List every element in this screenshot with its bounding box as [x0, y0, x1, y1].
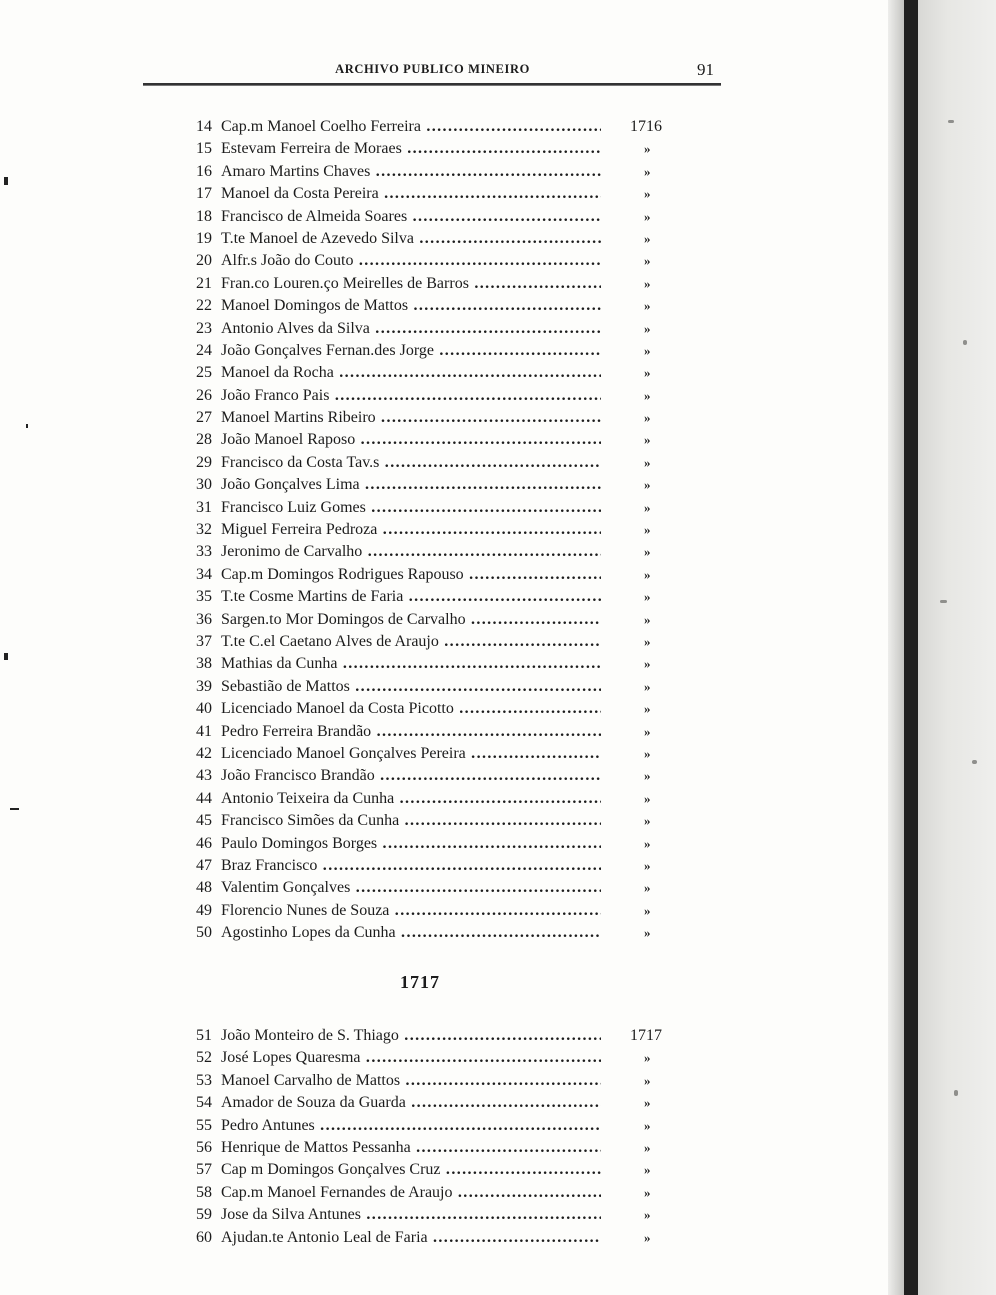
entry-text	[196, 206, 601, 228]
entry-name: Manoel Domingos de Mattos	[221, 297, 409, 315]
ditto-mark: »	[644, 1095, 651, 1111]
entry-text	[196, 1227, 601, 1249]
entry-number: 33	[196, 543, 212, 561]
entry-number: 20	[196, 252, 212, 270]
entry-number: 34	[196, 565, 212, 583]
entry-text	[196, 1070, 601, 1092]
entry-text	[196, 676, 601, 698]
binding-shadow	[904, 0, 918, 1295]
ditto-mark: »	[644, 790, 651, 806]
entry-text	[196, 250, 601, 272]
list-item	[196, 295, 666, 317]
entry-text	[196, 1204, 601, 1226]
scan-speck	[948, 120, 954, 123]
entry-name: T.te Manoel de Azevedo Silva	[221, 229, 414, 247]
ditto-mark: »	[644, 835, 651, 851]
list-item	[196, 138, 666, 160]
entry-text	[196, 743, 601, 765]
entry-name: Henrique de Mattos Pessanha	[221, 1138, 411, 1156]
ditto-mark: »	[644, 186, 651, 202]
entry-number: 44	[196, 789, 212, 807]
ditto-mark: »	[644, 925, 651, 941]
ditto-mark: »	[644, 1229, 651, 1245]
entry-name: Miguel Ferreira Pedroza	[221, 521, 378, 539]
list-item	[196, 206, 666, 228]
list-item	[196, 161, 666, 183]
list-item	[196, 765, 666, 787]
entry-name: Antonio Teixeira da Cunha	[221, 789, 395, 807]
entry-text	[196, 407, 601, 429]
entry-name: Licenciado Manoel Gonçalves Pereira	[221, 744, 466, 762]
entry-text	[196, 519, 601, 541]
list-item	[196, 116, 666, 138]
entry-number: 19	[196, 229, 212, 247]
entry-text	[196, 228, 601, 250]
entry-text	[196, 788, 601, 810]
entry-text	[196, 340, 601, 362]
entry-text	[196, 833, 601, 855]
list-item	[196, 1092, 666, 1114]
entry-number: 39	[196, 677, 212, 695]
header-rule	[143, 83, 721, 86]
ditto-mark: »	[644, 1050, 651, 1066]
running-title: ARCHIVO PUBLICO MINEIRO	[335, 62, 530, 76]
list-item	[196, 833, 666, 855]
scan-speck	[963, 340, 967, 345]
list-item	[196, 385, 666, 407]
scan-speck	[972, 760, 977, 764]
ditto-mark: »	[644, 745, 651, 761]
ditto-mark: »	[644, 230, 651, 246]
list-item	[196, 1047, 666, 1069]
entry-text	[196, 1182, 601, 1204]
list-item	[196, 743, 666, 765]
ditto-mark: »	[644, 902, 651, 918]
entry-number: 38	[196, 655, 212, 673]
entry-number: 29	[196, 453, 212, 471]
entry-name: Jeronimo de Carvalho	[221, 543, 363, 561]
entry-number: 57	[196, 1161, 212, 1179]
ditto-mark: »	[644, 656, 651, 672]
entry-number: 58	[196, 1183, 212, 1201]
entry-text	[196, 138, 601, 160]
entry-text	[196, 273, 601, 295]
list-item	[196, 676, 666, 698]
entry-number: 43	[196, 767, 212, 785]
ditto-mark: »	[644, 253, 651, 269]
entry-text	[196, 474, 601, 496]
entry-number: 15	[196, 140, 212, 158]
list-item	[196, 407, 666, 429]
entry-name: Manoel Martins Ribeiro	[221, 409, 376, 427]
entry-text	[196, 631, 601, 653]
list-item	[196, 452, 666, 474]
entry-text	[196, 698, 601, 720]
entry-name: Francisco Luiz Gomes	[221, 498, 366, 516]
entry-number: 59	[196, 1206, 212, 1224]
entry-name: José Lopes Quaresma	[221, 1049, 361, 1067]
list-item	[196, 1159, 666, 1181]
ditto-mark: »	[644, 813, 651, 829]
list-item	[196, 1204, 666, 1226]
ditto-mark: »	[644, 208, 651, 224]
list-item	[196, 362, 666, 384]
entry-list-1716	[196, 116, 666, 944]
list-item	[196, 519, 666, 541]
entry-text	[196, 183, 601, 205]
entry-name: João Franco Pais	[221, 386, 330, 404]
entry-name: João Gonçalves Fernan.des Jorge	[221, 341, 434, 359]
entry-number: 35	[196, 588, 212, 606]
entry-number: 21	[196, 274, 212, 292]
margin-mark	[4, 653, 8, 660]
ditto-mark: »	[644, 678, 651, 694]
list-item	[196, 183, 666, 205]
margin-mark	[26, 424, 28, 428]
list-item	[196, 609, 666, 631]
list-item	[196, 922, 666, 944]
entry-name: João Monteiro de S. Thiago	[221, 1027, 399, 1044]
ditto-mark: »	[644, 298, 651, 314]
entry-name: Francisco da Costa Tav.s	[221, 453, 380, 471]
entry-name: T.te Cosme Martins de Faria	[221, 588, 404, 606]
entry-text	[196, 1025, 601, 1047]
entry-text	[196, 1115, 601, 1137]
entry-text	[196, 295, 601, 317]
list-item	[196, 631, 666, 653]
entry-name: T.te C.el Caetano Alves de Araujo	[221, 632, 439, 650]
entry-name: João Gonçalves Lima	[221, 476, 360, 494]
entry-name: Cap m Domingos Gonçalves Cruz	[221, 1161, 441, 1179]
ditto-mark: »	[644, 880, 651, 896]
list-item	[196, 788, 666, 810]
entry-name: Sargen.to Mor Domingos de Carvalho	[221, 610, 466, 628]
page-number: 91	[697, 60, 714, 79]
entry-name: Amador de Souza da Guarda	[221, 1094, 406, 1112]
ditto-mark: »	[644, 1184, 651, 1200]
entry-text	[196, 922, 601, 944]
entry-number: 14	[196, 118, 212, 135]
entry-name: Licenciado Manoel da Costa Picotto	[221, 700, 454, 718]
list-item	[196, 340, 666, 362]
entry-number: 16	[196, 162, 212, 180]
list-item	[196, 810, 666, 832]
entry-name: Manoel da Costa Pereira	[221, 185, 379, 203]
ditto-mark: »	[644, 589, 651, 605]
entry-name: João Manoel Raposo	[221, 431, 356, 449]
entry-name: João Francisco Brandão	[221, 767, 375, 785]
entry-number: 32	[196, 521, 212, 539]
entry-number: 50	[196, 924, 212, 942]
entry-name: Manoel Carvalho de Mattos	[221, 1071, 401, 1089]
ditto-mark: »	[644, 611, 651, 627]
ditto-mark: »	[644, 477, 651, 493]
ditto-mark: »	[644, 566, 651, 582]
entry-number: 55	[196, 1116, 212, 1134]
entry-text	[196, 452, 601, 474]
scan-speck	[954, 1090, 958, 1096]
list-item	[196, 273, 666, 295]
entry-number: 25	[196, 364, 212, 382]
ditto-mark: »	[644, 633, 651, 649]
ditto-mark: »	[644, 454, 651, 470]
entry-text	[196, 564, 601, 586]
scan-speck	[940, 600, 947, 603]
entry-name: Cap.m Domingos Rodrigues Rapouso	[221, 565, 464, 583]
entry-name: Paulo Domingos Borges	[221, 834, 378, 852]
list-item	[196, 1025, 666, 1047]
list-item	[196, 1115, 666, 1137]
entry-number: 52	[196, 1049, 212, 1067]
entry-text	[196, 362, 601, 384]
entry-text	[196, 609, 601, 631]
entry-name: Mathias da Cunha	[221, 655, 338, 673]
ditto-mark: »	[644, 701, 651, 717]
ditto-mark: »	[644, 410, 651, 426]
ditto-mark: »	[644, 1207, 651, 1223]
entry-name: Sebastião de Mattos	[221, 677, 350, 695]
entry-number: 53	[196, 1071, 212, 1089]
entry-year: 1716	[630, 118, 662, 135]
ditto-mark: »	[644, 387, 651, 403]
list-item	[196, 497, 666, 519]
entry-number: 49	[196, 901, 212, 919]
list-item	[196, 586, 666, 608]
entry-number: 17	[196, 185, 212, 203]
ditto-mark: »	[644, 1117, 651, 1133]
entry-number: 28	[196, 431, 212, 449]
entry-text	[196, 586, 601, 608]
entry-text	[196, 318, 601, 340]
entry-text	[196, 721, 601, 743]
entry-text	[196, 653, 601, 675]
entry-number: 42	[196, 744, 212, 762]
entry-name: Pedro Ferreira Brandão	[221, 722, 372, 740]
entry-name: Florencio Nunes de Souza	[221, 901, 390, 919]
ditto-mark: »	[644, 1162, 651, 1178]
list-item	[196, 1182, 666, 1204]
entry-text	[196, 497, 601, 519]
margin-mark	[10, 808, 19, 810]
entry-name: Valentim Gonçalves	[221, 879, 351, 897]
entry-text	[196, 1159, 601, 1181]
entry-text	[196, 541, 601, 563]
entry-number: 40	[196, 700, 212, 718]
entry-text	[196, 765, 601, 787]
list-item	[196, 429, 666, 451]
entry-text	[196, 1047, 601, 1069]
entry-number: 48	[196, 879, 212, 897]
list-item	[196, 564, 666, 586]
entry-name: Manoel da Rocha	[221, 364, 334, 382]
entry-number: 23	[196, 319, 212, 337]
entry-number: 22	[196, 297, 212, 315]
entry-text	[196, 161, 601, 183]
entry-name: Fran.co Louren.ço Meirelles de Barros	[221, 274, 469, 292]
ditto-mark: »	[644, 141, 651, 157]
entry-text	[196, 429, 601, 451]
list-item	[196, 1070, 666, 1092]
list-item	[196, 877, 666, 899]
entry-name: Amaro Martins Chaves	[221, 162, 371, 180]
entry-number: 41	[196, 722, 212, 740]
list-item	[196, 1227, 666, 1249]
list-item	[196, 250, 666, 272]
entry-name: Antonio Alves da Silva	[221, 319, 370, 337]
entry-number: 60	[196, 1228, 212, 1246]
entry-name: Braz Francisco	[221, 856, 318, 874]
ditto-mark: »	[644, 857, 651, 873]
list-item	[196, 541, 666, 563]
ditto-mark: »	[644, 320, 651, 336]
running-head	[145, 60, 720, 82]
entry-name: Cap.m Manoel Fernandes de Araujo	[221, 1183, 453, 1201]
entry-name: Alfr.s João do Couto	[221, 252, 354, 270]
entry-number: 51	[196, 1027, 212, 1044]
entry-text	[196, 116, 601, 138]
entry-number: 47	[196, 856, 212, 874]
ditto-mark: »	[644, 522, 651, 538]
entry-number: 24	[196, 341, 212, 359]
ditto-mark: »	[644, 499, 651, 515]
ditto-mark: »	[644, 163, 651, 179]
list-item	[196, 721, 666, 743]
list-item	[196, 900, 666, 922]
entry-name: Jose da Silva Antunes	[221, 1206, 361, 1224]
list-item	[196, 318, 666, 340]
list-item	[196, 855, 666, 877]
ditto-mark: »	[644, 275, 651, 291]
ditto-mark: »	[644, 1072, 651, 1088]
entry-number: 45	[196, 812, 212, 830]
entry-number: 27	[196, 409, 212, 427]
ditto-mark: »	[644, 1139, 651, 1155]
ditto-mark: »	[644, 342, 651, 358]
entry-number: 37	[196, 632, 212, 650]
ditto-mark: »	[644, 768, 651, 784]
entry-text	[196, 855, 601, 877]
ditto-mark: »	[644, 723, 651, 739]
entry-list-1717	[196, 1025, 666, 1249]
entry-name: Francisco Simões da Cunha	[221, 812, 400, 830]
entry-text	[196, 900, 601, 922]
ditto-mark: »	[644, 544, 651, 560]
entry-number: 54	[196, 1094, 212, 1112]
list-item	[196, 653, 666, 675]
ditto-mark: »	[644, 432, 651, 448]
entry-number: 26	[196, 386, 212, 404]
scan-edge	[888, 0, 996, 1295]
entry-number: 56	[196, 1138, 212, 1156]
entry-text	[196, 810, 601, 832]
entry-text	[196, 385, 601, 407]
entry-name: Francisco de Almeida Soares	[221, 207, 408, 225]
section-heading-1717: 1717	[400, 972, 440, 992]
entry-name: Cap.m Manoel Coelho Ferreira	[221, 118, 421, 135]
entry-name: Agostinho Lopes da Cunha	[221, 924, 396, 942]
entry-number: 18	[196, 207, 212, 225]
list-item	[196, 228, 666, 250]
entry-number: 46	[196, 834, 212, 852]
entry-name: Ajudan.te Antonio Leal de Faria	[221, 1228, 428, 1246]
entry-name: Estevam Ferreira de Moraes	[221, 140, 402, 158]
entry-number: 30	[196, 476, 212, 494]
list-item	[196, 1137, 666, 1159]
ditto-mark: »	[644, 365, 651, 381]
margin-mark	[4, 177, 8, 185]
entry-name: Pedro Antunes	[221, 1116, 315, 1134]
entry-text	[196, 877, 601, 899]
list-item	[196, 698, 666, 720]
entry-year: 1717	[630, 1027, 662, 1044]
entry-text	[196, 1137, 601, 1159]
entry-number: 36	[196, 610, 212, 628]
entry-number: 31	[196, 498, 212, 516]
list-item	[196, 474, 666, 496]
entry-text	[196, 1092, 601, 1114]
